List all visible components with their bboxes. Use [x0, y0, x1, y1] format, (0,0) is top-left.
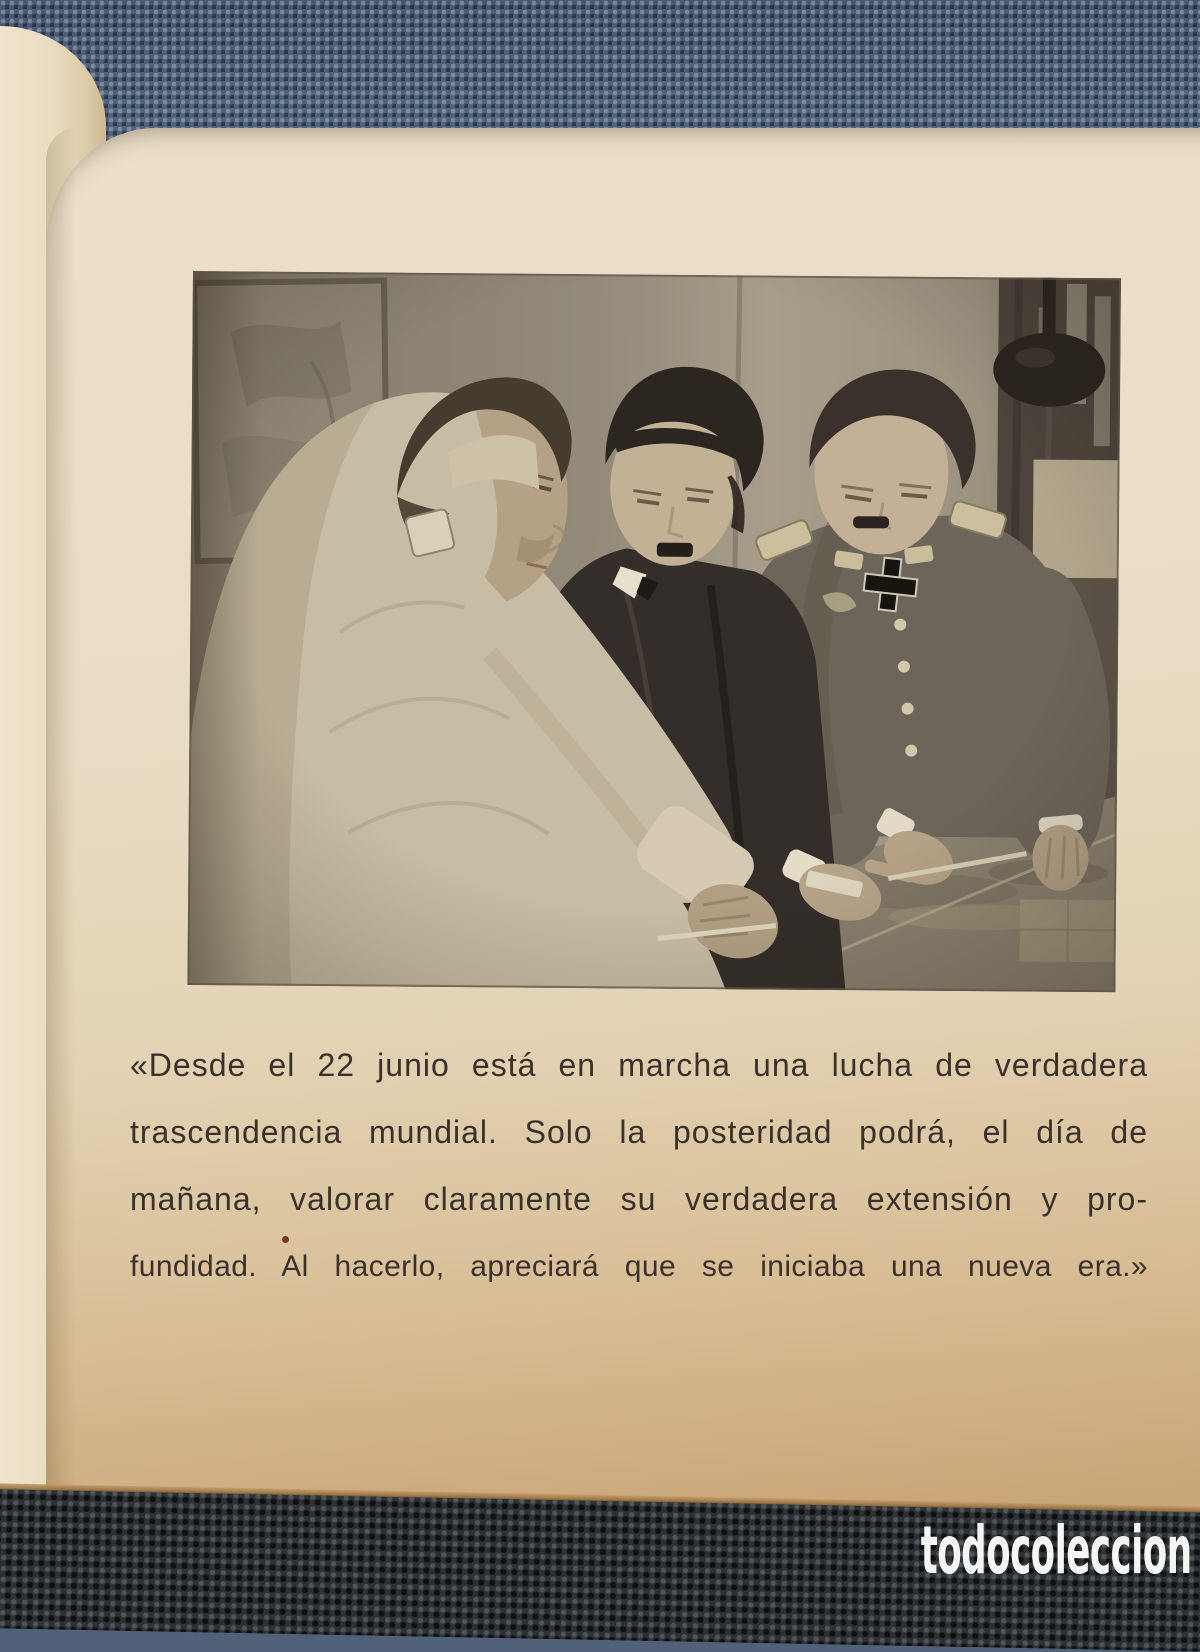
quote-line-4: fundidad. Al hacerlo, apreciará que se iniciaba una nueva era.» — [130, 1250, 1148, 1283]
quote-line-3: mañana, valorar claramente su verdadera extensión y pro- — [130, 1181, 1148, 1217]
book-photograph — [187, 271, 1121, 992]
page-speck — [282, 1236, 289, 1243]
photo-vignette — [187, 271, 1121, 992]
watermark-logo: todocoleccion — [921, 1512, 1192, 1589]
caption-quote — [130, 1032, 1148, 1300]
quote-line-1: «Desde el 22 junio está en marcha una lucha de verdadera — [130, 1047, 1148, 1083]
quote-line-2: trascendencia mundial. Solo la posteridad podrá, el día de — [130, 1114, 1148, 1150]
